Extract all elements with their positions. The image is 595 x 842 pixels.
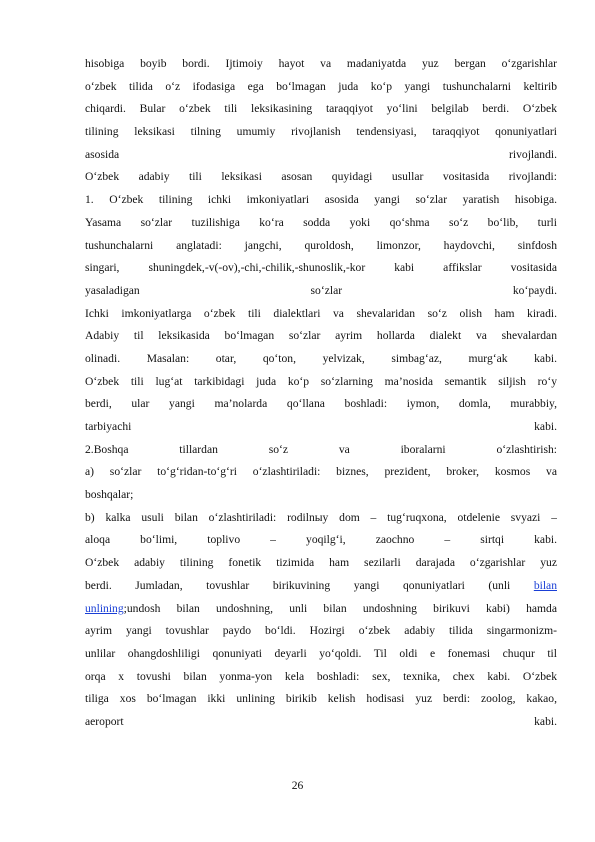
text-line: tarbiyachi kabi. [85,420,557,433]
text-line: 2.Boshqa tillardan so‘z va iboralarni o‘zlashtirish: [85,442,557,456]
text-line: Yasama so‘zlar tuzilishiga ko‘ra sodda yoki qo‘shma so‘z bo‘lib, turli [85,215,557,229]
text-line: aeroport kabi. [85,714,557,728]
text-line: berdi, ular yangi ma’nolarda qo‘llana boshladi: iymon, domla, murabbiy, [85,397,557,411]
text-line: b) kalka usuli bilan o‘zlashtiriladi: rodilnыy dom – tug‘ruqxona, otdelenie svyazi – [85,510,557,524]
page-number: 26 [291,779,304,792]
text-line: aloqa bo‘limi, toplivo – yoqilg‘i, zaochno – sirtqi kabi. [85,533,557,547]
text-line: hisobiga boyib bordi. Ijtimoiy hayot va madaniyatda yuz bergan o‘zgarishlar [85,57,557,70]
text-line: unlilar ohangdoshliligi qonuniyati deyarli yo‘qoldi. Til oldi e fonemasi chuqur til [85,646,557,660]
text-line: o‘zbek tilida o‘z ifodasiga ega bo‘lmagan juda ko‘p yangi tushunchalarni keltirib [85,79,557,93]
text-line-with-link-start [85,575,557,598]
text-line: a) so‘zlar to‘g‘ridan-to‘g‘ri o‘zlashtiriladi: biznes, prezident, broker, kosmos va [85,465,557,479]
text-line: 1. O‘zbek tilining ichki imkoniyatlari asosida yangi so‘zlar yaratish hisobiga. [85,193,557,207]
text-line: asosida rivojlandi. [85,147,557,161]
text-line: boshqalar; [85,488,134,502]
text-line: singari, shuningdek,-v(-ov),-chi,-chilik,-shunoslik,-kor kabi affikslar vositasida [85,261,557,275]
text-line: tilining leksikasi tilning umumiy rivojlanish tendensiyasi, taraqqiyot qonuniyatlari [85,125,557,139]
text-line: O‘zbek adabiy tili leksikasi asosan quyidagi usullar vositasida rivojlandi: [85,170,557,184]
text-line: ayrim yangi tovushlar paydo bo‘ldi. Hozirgi o‘zbek adabiy tilida singarmonizm- [85,624,557,638]
text-line: chiqardi. Bular o‘zbek tili leksikasining taraqqiyot yo‘lini belgilab berdi. O‘zbek [85,102,557,116]
text-line: tiliga xos bo‘lmagan ikki unlining birikib kelish hodisasi yuz berdi: zoolog, kakao, [85,692,557,706]
text-line: tushunchalarni anglatadi: jangchi, quroldosh, limonzor, haydovchi, sinfdosh [85,238,557,252]
text-line: Adabiy til leksikasida bo‘lmagan so‘zlar ayrim hollarda dialekt va shevalardan [85,329,557,343]
text-line: O‘zbek tili lug‘at tarkibidagi juda ko‘p so‘zlarning ma’nosida semantik siljish ro‘y [85,374,557,388]
hyperlink-bilan[interactable]: bilan [533,578,557,592]
text-segment: berdi. Jumladan, tovushlar birikuvining yangi qonuniyatlari (unli [85,578,534,592]
text-segment: ;undosh bilan undoshning, unli bilan undoshning birikuvi kabi) hamda [123,601,557,615]
text-line: orqa x tovushi bilan yonma-yon kela boshladi: sex, texnika, chex kabi. O‘zbek [85,669,557,683]
text-line: Ichki imkoniyatlarga o‘zbek tili dialektlari va shevalaridan so‘z olish ham kiradi. [85,306,557,320]
document-body [85,53,557,734]
hyperlink-unlining[interactable]: unlining [85,601,124,615]
text-line-with-link-end [85,598,557,621]
text-line: olinadi. Masalan: otar, qo‘ton, yelvizak, simbag‘az, murg‘ak kabi. [85,351,557,365]
text-line: O‘zbek adabiy tilining fonetik tizimida ham sezilarli darajada o‘zgarishlar yuz [85,556,557,570]
text-line: yasaladigan so‘zlar ko‘paydi. [85,283,557,297]
